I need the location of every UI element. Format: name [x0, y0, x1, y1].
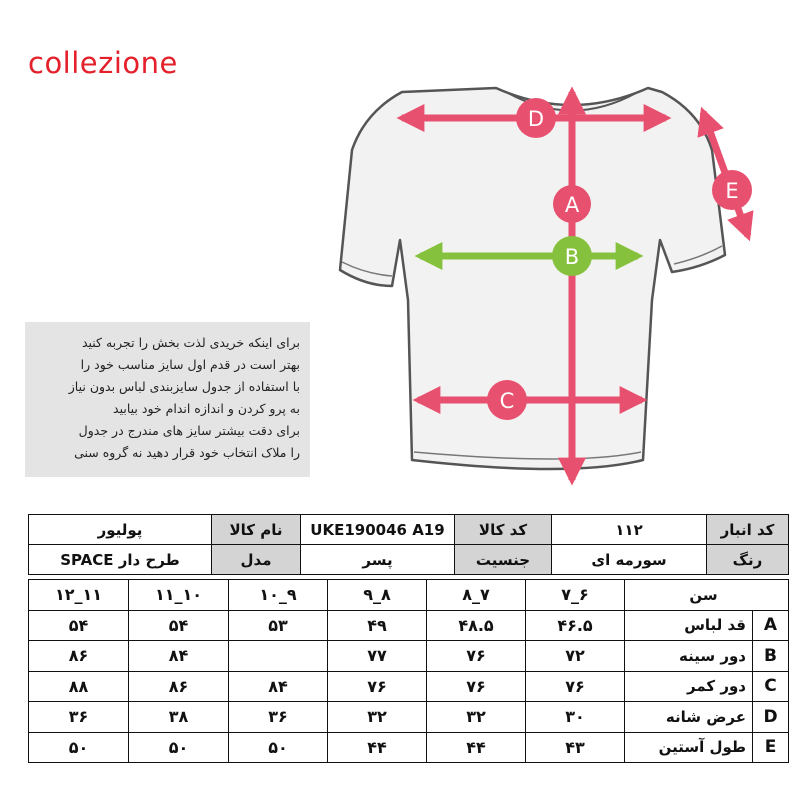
table-cell: ۷۶	[427, 671, 526, 702]
table-cell: ۷۶	[328, 671, 427, 702]
table-cell: ۵۰	[229, 732, 328, 763]
table-row	[29, 671, 789, 702]
note-line: بهتر است در قدم اول سایز مناسب خود را	[80, 357, 300, 372]
table-cell: ۸۸	[29, 671, 129, 702]
age-header: ۷_۸	[427, 580, 526, 611]
label-a-badge	[553, 185, 591, 223]
age-header-label: سن	[625, 580, 789, 611]
row-letter: A	[753, 610, 789, 641]
table-cell: ۴۶.۵	[526, 610, 625, 641]
row-letter: E	[753, 732, 789, 763]
age-header: ۸_۹	[328, 580, 427, 611]
product-code-value: UKE190046 A19	[301, 515, 455, 545]
model-value: طرح دار SPACE	[29, 545, 212, 575]
warehouse-code-label: کد انبار	[707, 515, 789, 545]
note-line: به پرو کردن و اندازه اندام خود بیابید	[113, 401, 300, 416]
brand-name: collezione	[28, 46, 178, 80]
product-name-label: نام کالا	[212, 515, 301, 545]
product-code-label: کد کالا	[455, 515, 552, 545]
table-cell: ۷۷	[328, 641, 427, 672]
gender-label: جنسیت	[455, 545, 552, 575]
row-letter: C	[753, 671, 789, 702]
row-label: عرض شانه	[625, 702, 753, 733]
row-letter: B	[753, 641, 789, 672]
label-a: A	[564, 193, 580, 217]
row-label: دور کمر	[625, 671, 753, 702]
table-cell: ۵۰	[29, 732, 129, 763]
age-header: ۹_۱۰	[229, 580, 328, 611]
age-header: ۱۱_۱۲	[29, 580, 129, 611]
label-b-badge	[552, 236, 592, 276]
model-label: مدل	[212, 545, 301, 575]
spec-row	[29, 515, 789, 545]
table-cell: ۴۴	[328, 732, 427, 763]
table-row	[29, 732, 789, 763]
sizing-note	[25, 322, 310, 477]
product-name-value: پولیور	[29, 515, 212, 545]
label-b: B	[564, 245, 580, 269]
note-line: برای دقت بیشتر سایز های مندرج در جدول	[78, 423, 300, 438]
table-cell: ۵۰	[129, 732, 229, 763]
row-label: دور سینه	[625, 641, 753, 672]
product-spec-table	[28, 514, 789, 575]
color-label: رنگ	[707, 545, 789, 575]
table-row	[29, 610, 789, 641]
label-e-badge	[712, 170, 752, 210]
age-header: ۱۰_۱۱	[129, 580, 229, 611]
table-cell: ۸۴	[229, 671, 328, 702]
table-cell: ۴۴	[427, 732, 526, 763]
label-d-badge	[516, 98, 556, 138]
table-cell: ۴۹	[328, 610, 427, 641]
table-cell	[229, 641, 328, 672]
table-cell: ۳۶	[229, 702, 328, 733]
spec-row	[29, 545, 789, 575]
table-cell: ۵۳	[229, 610, 328, 641]
table-cell: ۳۲	[328, 702, 427, 733]
table-row	[29, 702, 789, 733]
table-cell: ۷۲	[526, 641, 625, 672]
table-cell: ۵۴	[29, 610, 129, 641]
table-cell: ۴۸.۵	[427, 610, 526, 641]
color-value: سورمه ای	[552, 545, 707, 575]
label-d: D	[527, 107, 545, 131]
tshirt-measurement-diagram	[330, 75, 770, 495]
table-cell: ۸۶	[29, 641, 129, 672]
table-cell: ۷۶	[427, 641, 526, 672]
warehouse-code-value: ۱۱۲	[552, 515, 707, 545]
table-cell: ۷۶	[526, 671, 625, 702]
note-line: برای اینکه خریدی لذت بخش را تجربه کنید	[81, 335, 300, 350]
note-line: با استفاده از جدول سایزبندی لباس بدون نیاز	[68, 379, 300, 394]
size-chart-table	[28, 579, 789, 763]
label-e: E	[725, 179, 739, 203]
table-cell: ۵۴	[129, 610, 229, 641]
brand-logo	[28, 46, 178, 80]
table-cell: ۸۶	[129, 671, 229, 702]
table-cell: ۳۰	[526, 702, 625, 733]
note-line: را ملاک انتخاب خود قرار دهید نه گروه سنی	[74, 445, 300, 460]
label-c-badge	[487, 380, 527, 420]
row-label: قد لباس	[625, 610, 753, 641]
row-label: طول آستین	[625, 732, 753, 763]
table-cell: ۴۳	[526, 732, 625, 763]
table-row	[29, 641, 789, 672]
gender-value: پسر	[301, 545, 455, 575]
table-cell: ۸۴	[129, 641, 229, 672]
tshirt-outline	[340, 88, 725, 469]
age-header: ۶_۷	[526, 580, 625, 611]
table-cell: ۳۲	[427, 702, 526, 733]
age-header-row	[29, 580, 789, 611]
row-letter: D	[753, 702, 789, 733]
table-cell: ۳۸	[129, 702, 229, 733]
table-cell: ۳۶	[29, 702, 129, 733]
label-c: C	[499, 389, 515, 413]
